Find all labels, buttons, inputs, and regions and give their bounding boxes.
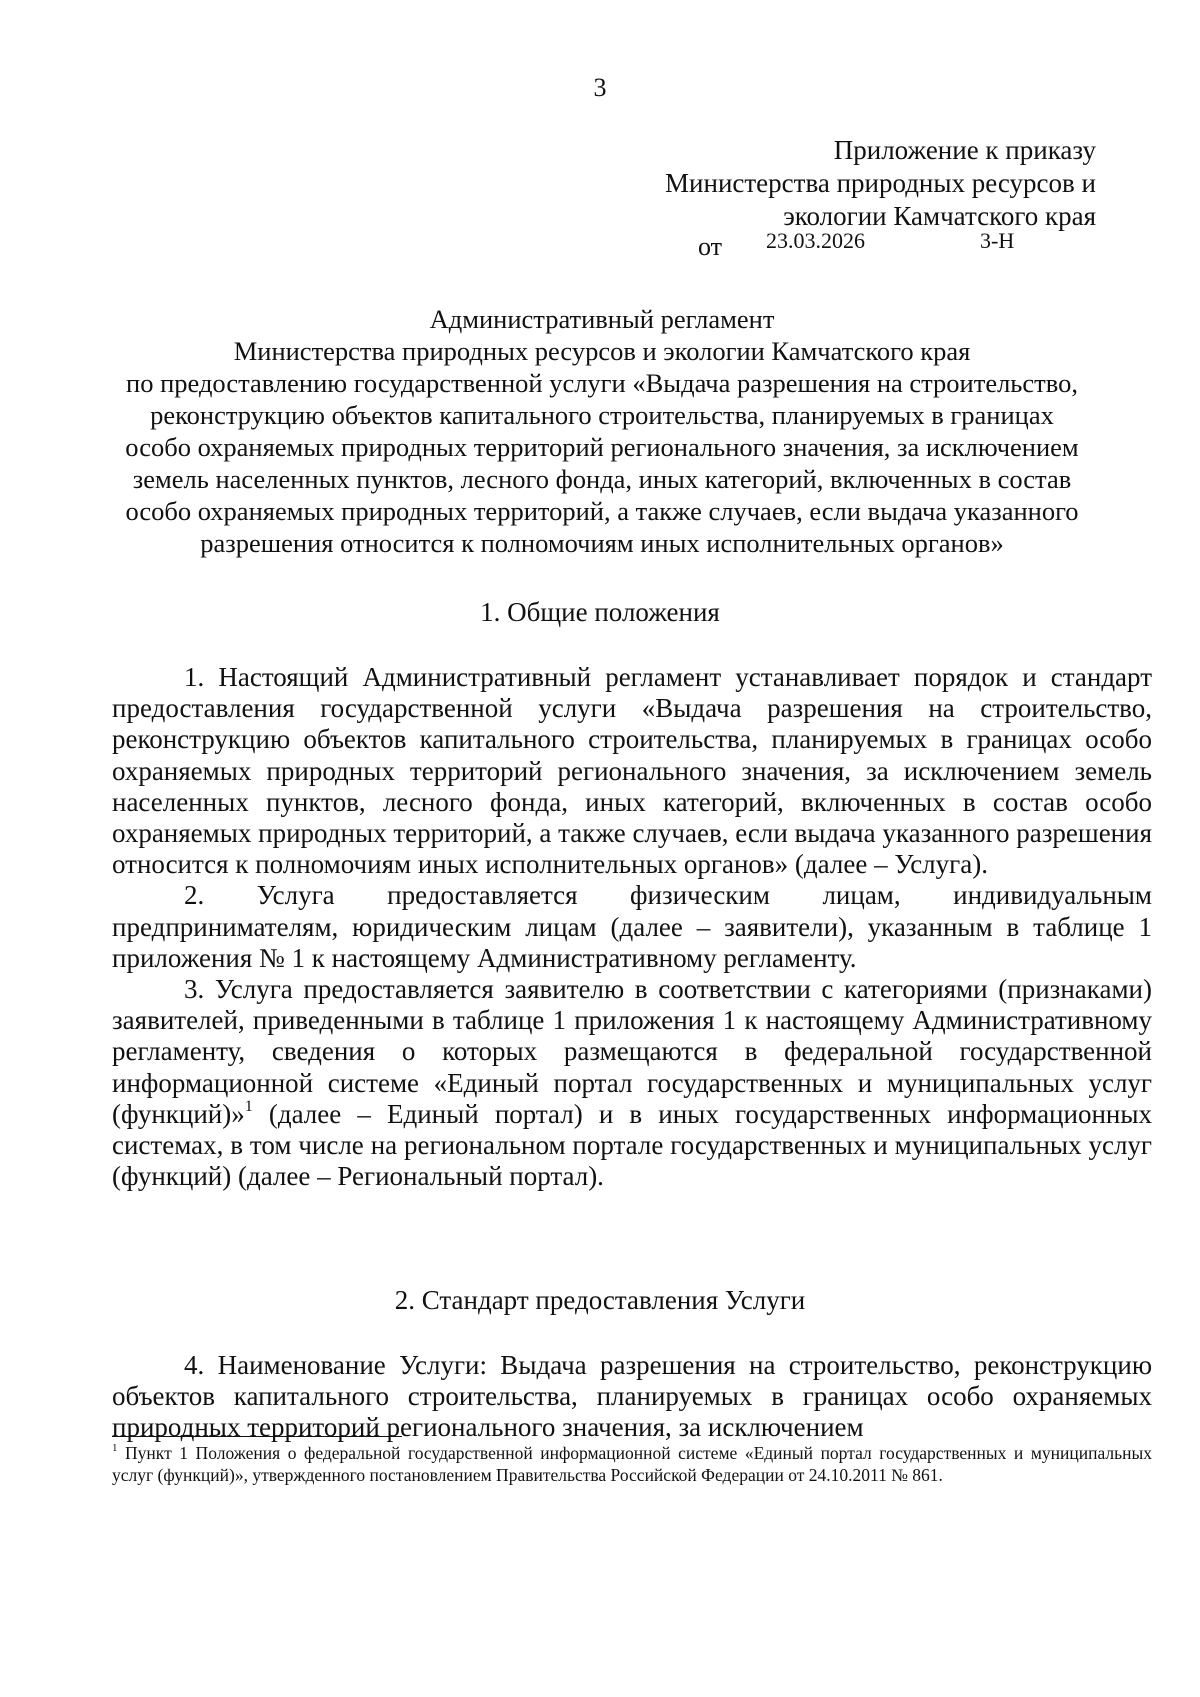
- paragraph-4: 4. Наименование Услуги: Выдача разрешения на строительство, реконструкцию объектов капитального строительства, планируемых в границах особо охраняемых природных территорий регионального значения, за исключением: [112, 1350, 1152, 1443]
- paragraph-3-text-a: 3. Услуга предоставляется заявителю в соответствии с категориями (признаками) заявителей, приведенными в таблице 1 приложения 1 к настоящему Административному регламенту, сведения о которых размещаются в федеральной государственной информационной системе «Единый портал государственных и муниципальных услуг (функций)»: [112, 974, 1152, 1129]
- title-line-4: реконструкцию объектов капитального строительства, планируемых в границах: [150, 400, 1054, 430]
- title-line-8: разрешения относится к полномочиям иных исполнительных органов»: [200, 528, 1004, 558]
- section-2-heading: 2. Стандарт предоставления Услуги: [394, 1285, 806, 1315]
- appendix-line-1: Приложение к приказу: [833, 135, 1096, 165]
- paragraph-1: 1. Настоящий Административный регламент устанавливает порядок и стандарт предоставления государственной услуги «Выдача разрешения на строительство, реконструкцию объектов капитального строительства, планируемых в границах особо охраняемых природных территорий регионального значения, за исключением земель населенных пунктов, лесного фонда, иных категорий, включенных в состав особо охраняемых природных территорий, а также случаев, если выдача указанного разрешения относится к полномочиям иных исполнительных органов» (далее – Услуга).: [112, 662, 1152, 880]
- footnote-marker: 1: [112, 1442, 118, 1455]
- title-line-5: особо охраняемых природных территорий регионального значения, за исключением: [125, 432, 1079, 462]
- appendix-header: [665, 134, 1096, 233]
- footnote-separator: [112, 1436, 402, 1437]
- footnote: [112, 1442, 1152, 1486]
- paragraph-3: [112, 974, 1152, 1192]
- order-from-label: от: [698, 232, 723, 261]
- paragraph-2: 2. Услуга предоставляется физическим лицам, индивидуальным предпринимателям, юридическим лицам (далее – заявители), указанным в таблице 1 приложения № 1 к настоящему Административному регламенту.: [112, 880, 1152, 973]
- order-number: 3-Н: [980, 228, 1015, 253]
- footnote-text: Пункт 1 Положения о федеральной государственной информационной системе «Единый портал государственных и муниципальных услуг (функций)», утвержденного постановлением Правительства Российской Федерации от 24.10.2011 № 861.: [112, 1443, 1152, 1485]
- page-number: 3: [593, 73, 607, 102]
- appendix-line-2: Министерства природных ресурсов и: [665, 168, 1096, 198]
- footnote-reference: 1: [244, 1097, 253, 1115]
- title-line-3: по предоставлению государственной услуги «Выдача разрешения на строительство,: [126, 368, 1078, 398]
- title-line-2: Министерства природных ресурсов и экологии Камчатского края: [233, 336, 971, 366]
- document-title: [112, 303, 1092, 559]
- paragraph-3-text-b: (далее – Единый портал) и в иных государственных информационных системах, в том числе на региональном портале государственных и муниципальных услуг (функций) (далее – Региональный портал).: [112, 1098, 1152, 1192]
- title-line-1: Административный регламент: [429, 304, 775, 334]
- order-date: 23.03.2026: [766, 228, 865, 253]
- title-line-7: особо охраняемых природных территорий, а также случаев, если выдача указанного: [125, 496, 1079, 526]
- appendix-line-3: экологии Камчатского края: [783, 201, 1096, 231]
- title-line-6: земель населенных пунктов, лесного фонда, иных категорий, включенных в состав: [132, 464, 1072, 494]
- section-1-heading: 1. Общие положения: [480, 597, 720, 627]
- section-1-body: [112, 662, 1152, 1192]
- section-2-body: [112, 1350, 1152, 1444]
- order-details: [698, 228, 1058, 262]
